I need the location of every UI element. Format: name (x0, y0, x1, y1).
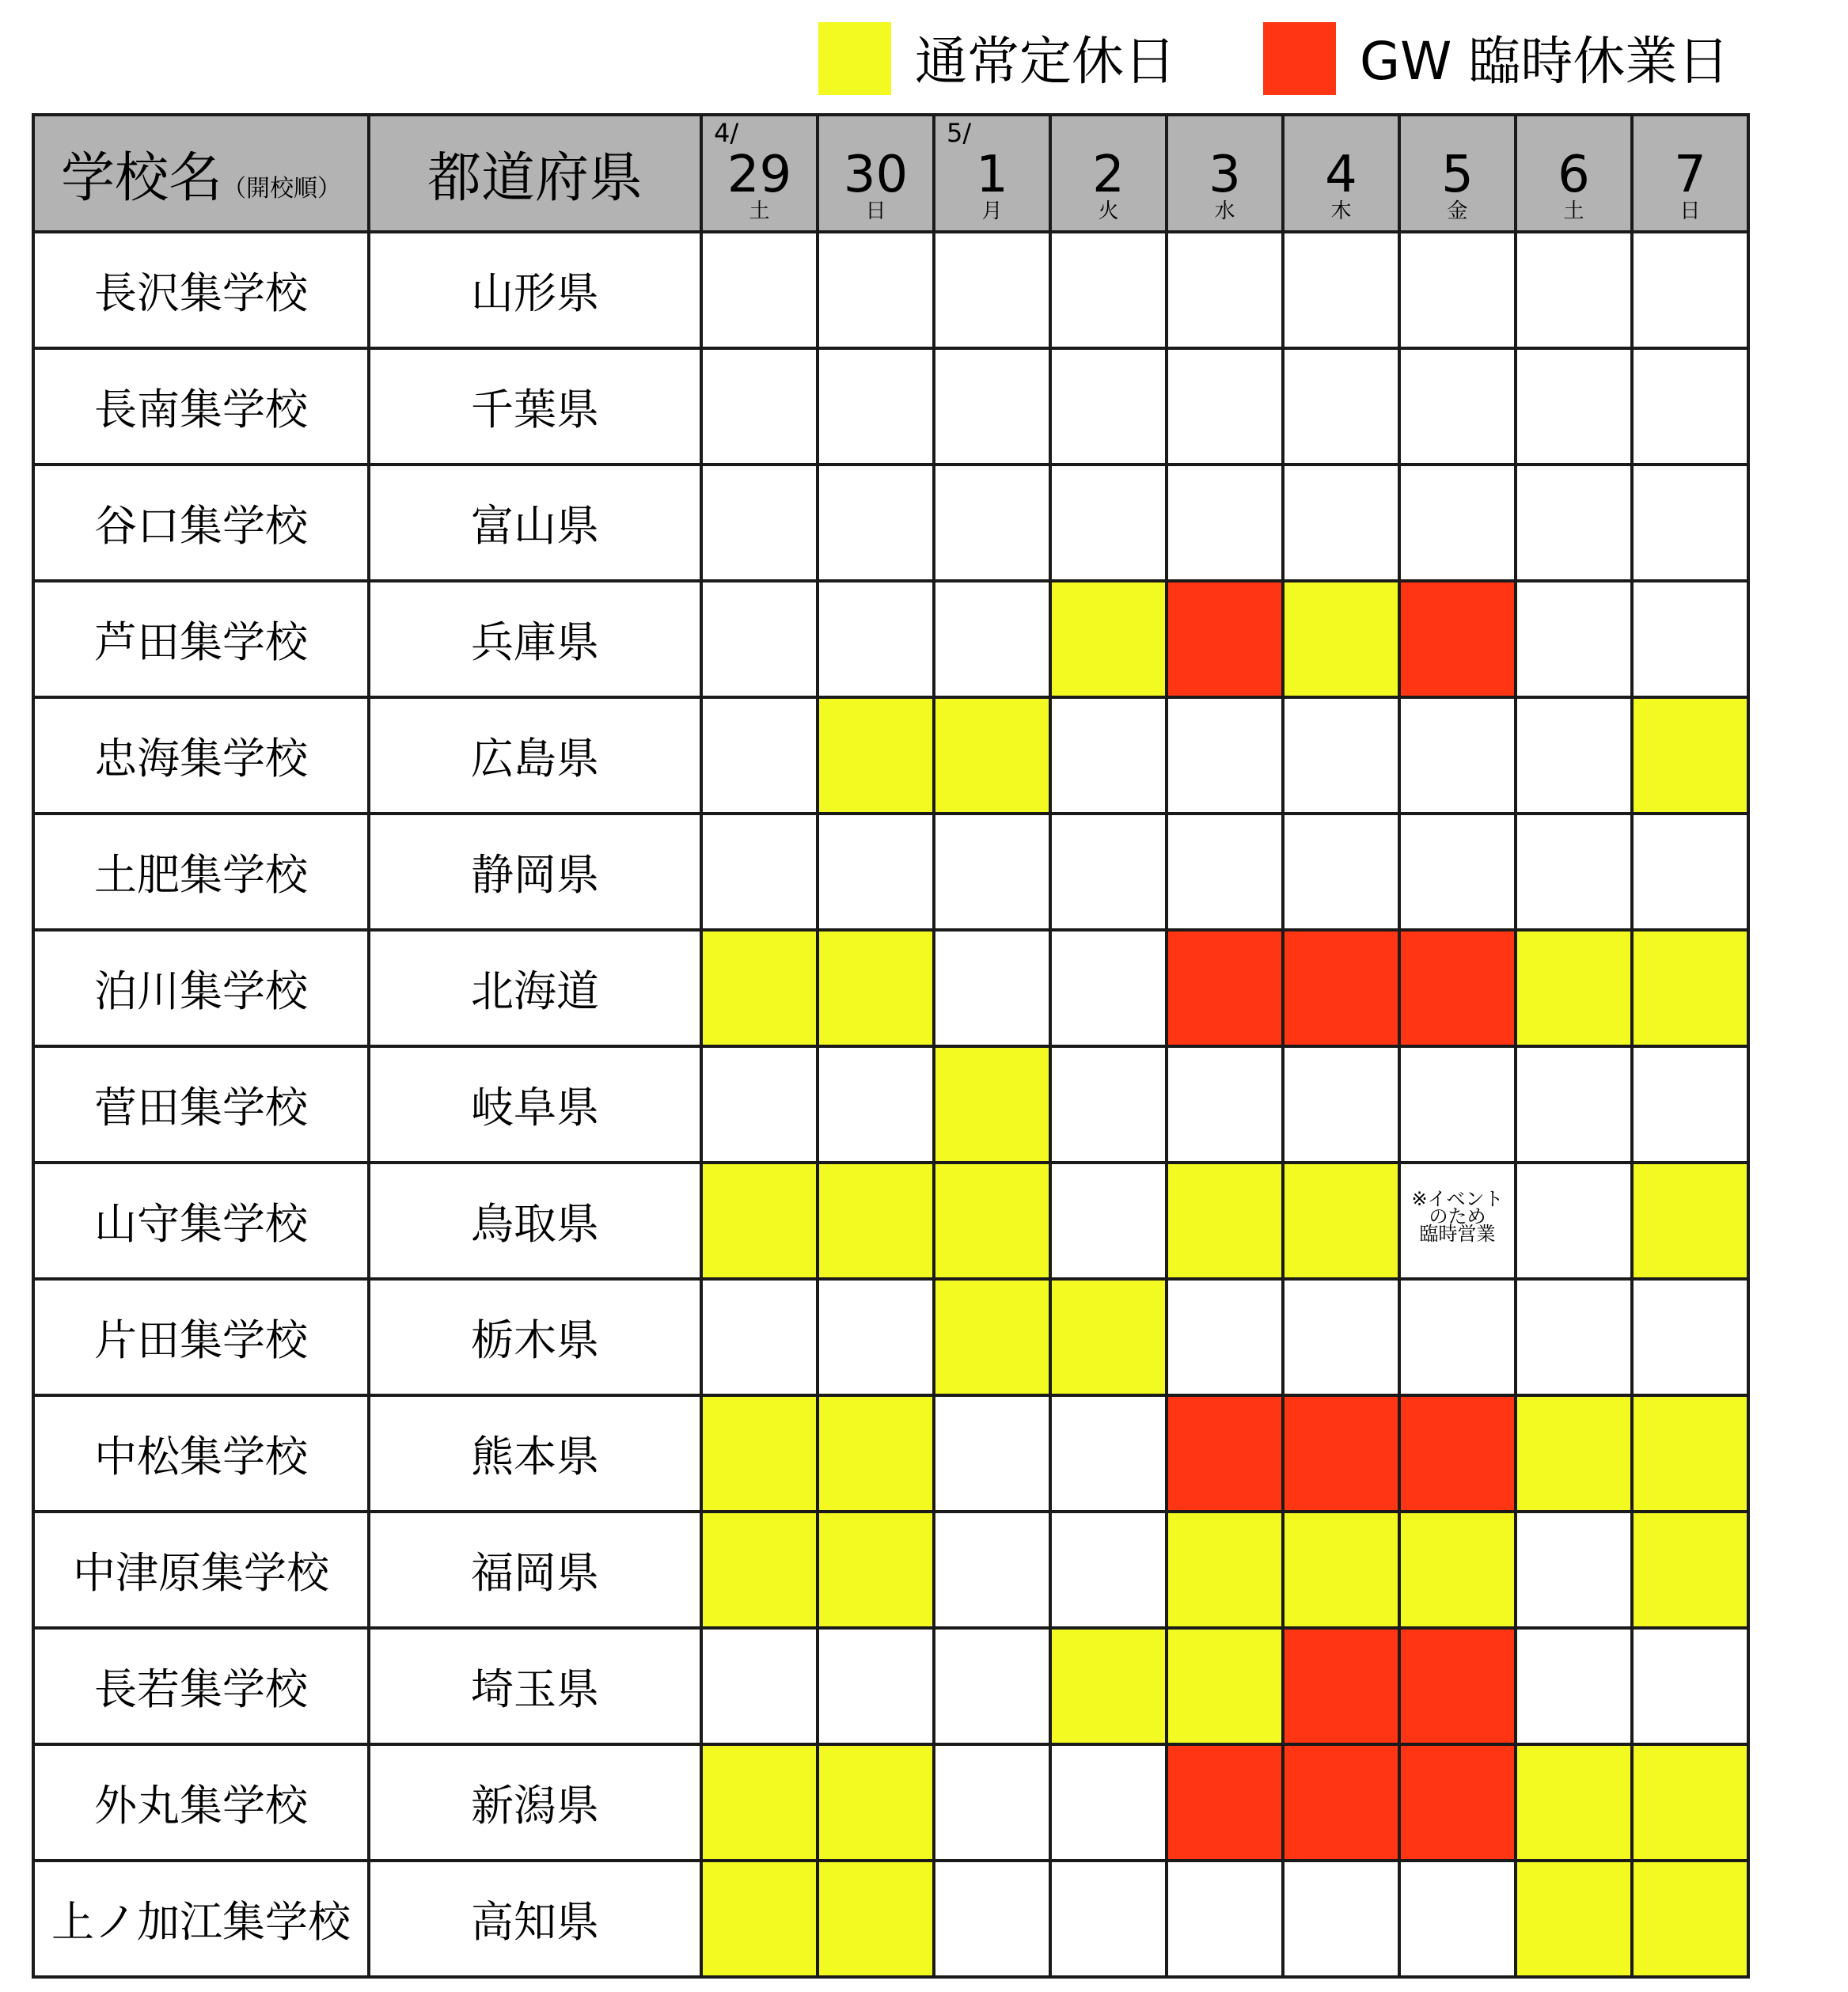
open-day-cell (1050, 1861, 1167, 1977)
header-weekday: 水 (1214, 199, 1235, 223)
regular-holiday-cell (818, 1395, 934, 1512)
open-day-cell (1399, 1861, 1516, 1977)
open-day-cell (934, 348, 1050, 465)
header-weekday: 日 (865, 199, 886, 223)
open-day-cell (1399, 465, 1516, 581)
table-row (33, 1395, 1748, 1512)
gw-closure-cell (1283, 1395, 1399, 1512)
prefecture-name: 栃木県 (369, 1279, 701, 1395)
open-day-cell (1516, 1512, 1632, 1628)
open-day-cell (934, 1395, 1050, 1512)
header-weekday: 土 (1563, 199, 1584, 223)
open-day-cell (1050, 814, 1167, 930)
cell-note: 臨時営業 (1419, 1222, 1496, 1245)
prefecture-name: 熊本県 (369, 1395, 701, 1512)
gw-closure-cell (1167, 1395, 1283, 1512)
gw-closure-cell (1399, 1395, 1516, 1512)
open-day-cell (818, 465, 934, 581)
open-day-cell (1516, 232, 1632, 348)
legend-label-regular: 通常定休日 (915, 31, 1176, 92)
regular-holiday-cell (1399, 1512, 1516, 1628)
header-school-label: 学校名 (60, 146, 222, 210)
open-day-cell (1283, 465, 1399, 581)
open-day-cell (1632, 814, 1748, 930)
gw-closure-cell (1399, 1744, 1516, 1861)
open-day-cell (934, 581, 1050, 697)
legend-label-gw: GW 臨時休業日 (1360, 31, 1730, 92)
table-row (33, 1744, 1748, 1861)
open-day-cell (1516, 581, 1632, 697)
open-day-cell (1516, 1163, 1632, 1279)
open-day-cell (1050, 1163, 1167, 1279)
school-name: 山守集学校 (33, 1163, 369, 1279)
prefecture-name: 岐阜県 (369, 1046, 701, 1163)
table-row (33, 930, 1748, 1046)
gw-closure-cell (1167, 930, 1283, 1046)
regular-holiday-cell (934, 697, 1050, 814)
table-row (33, 232, 1748, 348)
header-day (1167, 115, 1283, 232)
header-day (1050, 115, 1167, 232)
open-day-cell (701, 465, 818, 581)
open-day-cell (1632, 232, 1748, 348)
prefecture-name: 新潟県 (369, 1744, 701, 1861)
gw-closure-cell (1283, 1744, 1399, 1861)
header-day (1399, 115, 1516, 232)
regular-holiday-cell (1516, 1744, 1632, 1861)
open-day-cell (701, 814, 818, 930)
open-day-cell (818, 1046, 934, 1163)
school-name: 谷口集学校 (33, 465, 369, 581)
gw-closure-cell (1283, 1628, 1399, 1744)
header-day-number: 2 (1092, 146, 1125, 204)
school-name: 芦田集学校 (33, 581, 369, 697)
open-day-cell (1632, 1279, 1748, 1395)
header-month: 5/ (947, 118, 972, 148)
regular-holiday-cell (701, 1395, 818, 1512)
gw-closure-cell (1399, 581, 1516, 697)
table-row (33, 1163, 1748, 1279)
open-day-cell (1399, 697, 1516, 814)
header-day-number: 1 (976, 146, 1008, 204)
open-day-cell (1632, 348, 1748, 465)
prefecture-name: 高知県 (369, 1861, 701, 1977)
header-day (1516, 115, 1632, 232)
regular-holiday-cell (701, 930, 818, 1046)
header-day (818, 115, 934, 232)
open-day-cell (1516, 1046, 1632, 1163)
open-day-cell (701, 581, 818, 697)
regular-holiday-cell (701, 1512, 818, 1628)
prefecture-name: 埼玉県 (369, 1628, 701, 1744)
header-day-number: 29 (727, 146, 792, 204)
prefecture-name: 千葉県 (369, 348, 701, 465)
legend (0, 0, 1848, 111)
regular-holiday-cell (1050, 1279, 1167, 1395)
table-row (33, 697, 1748, 814)
open-day-cell (934, 1744, 1050, 1861)
gw-closure-cell (1167, 581, 1283, 697)
school-name: 土肥集学校 (33, 814, 369, 930)
open-day-cell (1167, 697, 1283, 814)
open-day-cell (1399, 1163, 1516, 1279)
open-day-cell (1167, 814, 1283, 930)
prefecture-name: 山形県 (369, 232, 701, 348)
open-day-cell (1167, 1861, 1283, 1977)
regular-holiday-cell (1283, 581, 1399, 697)
regular-holiday-cell (818, 1744, 934, 1861)
table-row (33, 465, 1748, 581)
open-day-cell (934, 1861, 1050, 1977)
open-day-cell (701, 697, 818, 814)
regular-holiday-cell (1516, 930, 1632, 1046)
school-name: 外丸集学校 (33, 1744, 369, 1861)
regular-holiday-cell (1050, 1628, 1167, 1744)
regular-holiday-cell (1632, 1861, 1748, 1977)
regular-holiday-cell (701, 1163, 818, 1279)
header-day-number: 7 (1674, 146, 1706, 204)
school-name: 泊川集学校 (33, 930, 369, 1046)
open-day-cell (934, 1628, 1050, 1744)
open-day-cell (1167, 465, 1283, 581)
header-weekday: 土 (749, 199, 770, 223)
header-day-number: 5 (1441, 146, 1474, 204)
open-day-cell (1167, 232, 1283, 348)
open-day-cell (1283, 232, 1399, 348)
header-weekday: 日 (1679, 199, 1701, 223)
open-day-cell (934, 465, 1050, 581)
open-day-cell (1167, 1046, 1283, 1163)
regular-holiday-cell (1283, 1512, 1399, 1628)
open-day-cell (1632, 465, 1748, 581)
header-day (1632, 115, 1748, 232)
regular-holiday-cell (1632, 1395, 1748, 1512)
header-day (1283, 115, 1399, 232)
open-day-cell (1283, 1279, 1399, 1395)
open-day-cell (1516, 348, 1632, 465)
header-day (934, 115, 1050, 232)
table-row (33, 1861, 1748, 1977)
header-school-note: （開校順） (222, 174, 341, 203)
open-day-cell (1283, 1046, 1399, 1163)
open-day-cell (701, 1279, 818, 1395)
prefecture-name: 鳥取県 (369, 1163, 701, 1279)
open-day-cell (1632, 1628, 1748, 1744)
table-row (33, 1512, 1748, 1628)
header-day-number: 4 (1325, 146, 1357, 204)
header-day-number: 30 (843, 146, 909, 204)
school-name: 長沢集学校 (33, 232, 369, 348)
school-name: 長若集学校 (33, 1628, 369, 1744)
header-weekday: 木 (1330, 199, 1352, 223)
header-month: 4/ (714, 118, 739, 148)
open-day-cell (1050, 1395, 1167, 1512)
open-day-cell (1050, 465, 1167, 581)
regular-holiday-cell (1632, 930, 1748, 1046)
regular-holiday-cell (1632, 697, 1748, 814)
regular-holiday-cell (1516, 1861, 1632, 1977)
open-day-cell (701, 348, 818, 465)
open-day-cell (818, 348, 934, 465)
table-row (33, 1046, 1748, 1163)
open-day-cell (1516, 1628, 1632, 1744)
open-day-cell (934, 1512, 1050, 1628)
regular-holiday-cell (701, 1861, 818, 1977)
regular-holiday-cell (818, 1163, 934, 1279)
regular-holiday-cell (1167, 1628, 1283, 1744)
open-day-cell (1050, 1512, 1167, 1628)
prefecture-name: 北海道 (369, 930, 701, 1046)
legend-swatch-regular (818, 22, 891, 95)
open-day-cell (818, 581, 934, 697)
open-day-cell (1516, 814, 1632, 930)
regular-holiday-cell (818, 1512, 934, 1628)
regular-holiday-cell (1632, 1744, 1748, 1861)
prefecture-name: 福岡県 (369, 1512, 701, 1628)
open-day-cell (1050, 232, 1167, 348)
table-row (33, 348, 1748, 465)
school-name: 片田集学校 (33, 1279, 369, 1395)
school-name: 忠海集学校 (33, 697, 369, 814)
open-day-cell (1050, 697, 1167, 814)
header-row (33, 115, 1748, 232)
open-day-cell (1632, 1046, 1748, 1163)
legend-swatch-gw (1263, 22, 1336, 95)
table-row (33, 1279, 1748, 1395)
header-prefecture: 都道府県 (369, 115, 701, 232)
header-day-number: 3 (1209, 146, 1241, 204)
header-day-number: 6 (1558, 146, 1590, 204)
header-school (33, 115, 369, 232)
gw-closure-cell (1283, 930, 1399, 1046)
header-day (701, 115, 818, 232)
regular-holiday-cell (818, 930, 934, 1046)
regular-holiday-cell (934, 1279, 1050, 1395)
open-day-cell (818, 1628, 934, 1744)
gw-closure-cell (1399, 1628, 1516, 1744)
regular-holiday-cell (1632, 1163, 1748, 1279)
closure-schedule-table (32, 113, 1750, 1979)
open-day-cell (1399, 814, 1516, 930)
open-day-cell (1050, 1744, 1167, 1861)
open-day-cell (1050, 348, 1167, 465)
open-day-cell (1167, 348, 1283, 465)
open-day-cell (1283, 697, 1399, 814)
open-day-cell (934, 814, 1050, 930)
open-day-cell (1283, 814, 1399, 930)
regular-holiday-cell (1167, 1163, 1283, 1279)
cell-note: ※イベント (1411, 1187, 1504, 1210)
school-name: 上ノ加江集学校 (33, 1861, 369, 1977)
open-day-cell (818, 232, 934, 348)
open-day-cell (818, 1279, 934, 1395)
open-day-cell (1516, 697, 1632, 814)
school-name: 長南集学校 (33, 348, 369, 465)
open-day-cell (818, 814, 934, 930)
open-day-cell (1399, 1279, 1516, 1395)
regular-holiday-cell (1516, 1395, 1632, 1512)
cell-note: のため (1429, 1205, 1486, 1227)
regular-holiday-cell (1632, 1512, 1748, 1628)
regular-holiday-cell (1050, 581, 1167, 697)
header-weekday: 月 (981, 199, 1003, 223)
open-day-cell (701, 1628, 818, 1744)
open-day-cell (1399, 232, 1516, 348)
table-row (33, 1628, 1748, 1744)
table-row (33, 814, 1748, 930)
open-day-cell (1050, 1046, 1167, 1163)
header-weekday: 金 (1447, 199, 1468, 223)
regular-holiday-cell (1283, 1163, 1399, 1279)
school-name: 中津原集学校 (33, 1512, 369, 1628)
school-name: 中松集学校 (33, 1395, 369, 1512)
school-name: 菅田集学校 (33, 1046, 369, 1163)
open-day-cell (1283, 348, 1399, 465)
prefecture-name: 富山県 (369, 465, 701, 581)
gw-closure-cell (1399, 930, 1516, 1046)
open-day-cell (1516, 1279, 1632, 1395)
open-day-cell (1399, 348, 1516, 465)
table-row (33, 581, 1748, 697)
open-day-cell (1283, 1861, 1399, 1977)
open-day-cell (1632, 581, 1748, 697)
open-day-cell (701, 232, 818, 348)
regular-holiday-cell (1167, 1512, 1283, 1628)
regular-holiday-cell (818, 1861, 934, 1977)
prefecture-name: 静岡県 (369, 814, 701, 930)
open-day-cell (934, 930, 1050, 1046)
regular-holiday-cell (934, 1163, 1050, 1279)
prefecture-name: 広島県 (369, 697, 701, 814)
regular-holiday-cell (934, 1046, 1050, 1163)
regular-holiday-cell (818, 697, 934, 814)
open-day-cell (1399, 1046, 1516, 1163)
open-day-cell (1050, 930, 1167, 1046)
open-day-cell (1516, 465, 1632, 581)
prefecture-name: 兵庫県 (369, 581, 701, 697)
header-weekday: 火 (1098, 199, 1119, 223)
open-day-cell (934, 232, 1050, 348)
regular-holiday-cell (701, 1744, 818, 1861)
open-day-cell (1167, 1279, 1283, 1395)
open-day-cell (701, 1046, 818, 1163)
gw-closure-cell (1167, 1744, 1283, 1861)
